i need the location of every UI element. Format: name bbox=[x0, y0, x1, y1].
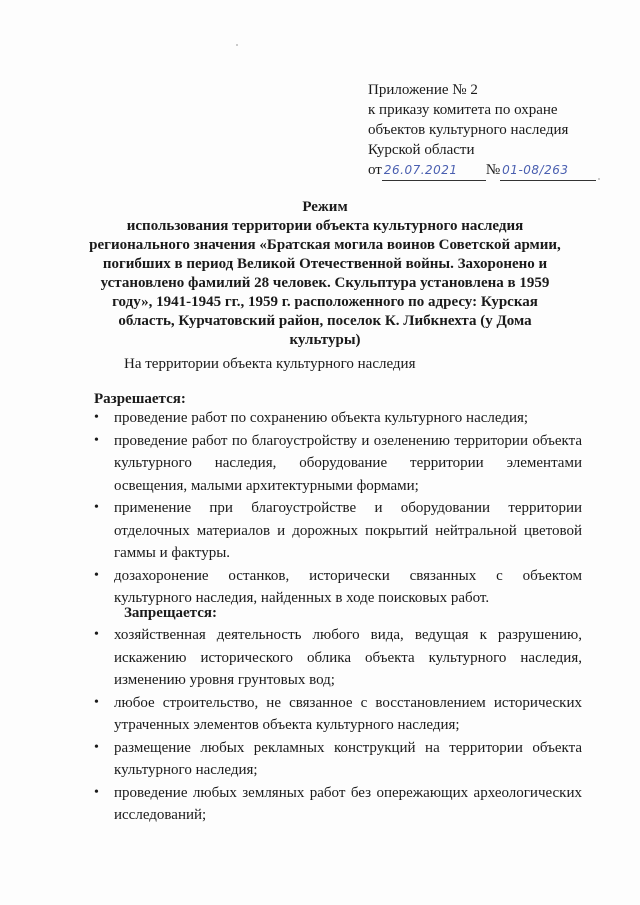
list-item-line: отделочных материалов и дорожных покрытий нейтральной цветовой bbox=[114, 522, 582, 539]
title-line: установлено фамилий 28 человек. Скульптура установлена в 1959 bbox=[100, 275, 550, 291]
bullet-icon: • bbox=[94, 784, 99, 800]
bullet-icon: • bbox=[94, 739, 99, 755]
list-item-line: освещения, малыми архитектурными формами; bbox=[114, 477, 419, 494]
list-item-line: проведение работ по сохранению объекта культурного наследия; bbox=[114, 410, 529, 426]
list-item-line: проведение любых земляных работ без опережающих археологических bbox=[114, 784, 582, 801]
intro-text: На территории объекта культурного наследия bbox=[124, 356, 416, 372]
list-item-line: дозахоронение останков, исторически связанных с объектом bbox=[114, 567, 582, 584]
title-line: погибших в период Великой Отечественной войны. Захоронено и bbox=[102, 256, 548, 272]
handwritten-order-number: 01-08/263 bbox=[500, 160, 596, 181]
list-item-line: искажению исторического облика объекта культурного наследия, bbox=[114, 649, 582, 666]
order-date-number bbox=[368, 160, 618, 181]
bullet-icon: • bbox=[94, 500, 99, 515]
list-item bbox=[92, 624, 582, 692]
list-item-line: применение при благоустройстве и оборудовании территории bbox=[114, 500, 582, 516]
list-item-line: хозяйственная деятельность любого вида, ведущая к разрушению, bbox=[114, 627, 582, 643]
allowed-heading: Разрешается: bbox=[94, 391, 186, 407]
list-item bbox=[92, 692, 582, 737]
bullet-icon: • bbox=[94, 432, 99, 448]
list-item-line: любое строительство, не связанное с восстановлением исторических bbox=[114, 694, 582, 711]
list-item-line: размещение любых рекламных конструкций на территории объекта bbox=[114, 739, 582, 756]
bullet-icon: • bbox=[94, 694, 99, 710]
list-item bbox=[92, 407, 582, 430]
title-line: культуры) bbox=[289, 332, 361, 348]
appendix-header bbox=[368, 80, 618, 181]
title-line: область, Курчатовский район, поселок К. Либкнехта (у Дома bbox=[118, 313, 532, 329]
title-line: регионального значения «Братская могила воинов Советской армии, bbox=[89, 237, 561, 253]
list-item-line: изменению уровня грунтовых вод; bbox=[114, 672, 335, 688]
bullet-icon: • bbox=[94, 567, 99, 583]
list-item bbox=[92, 497, 582, 565]
number-prefix: № bbox=[485, 162, 501, 178]
list-item-line: культурного наследия, оборудование территории элементами bbox=[114, 455, 582, 471]
forbidden-list bbox=[92, 624, 582, 827]
list-item bbox=[92, 782, 582, 827]
appendix-line: Приложение № 2 bbox=[368, 82, 478, 98]
appendix-line: Курской области bbox=[368, 142, 475, 158]
list-item bbox=[92, 565, 582, 610]
document-title bbox=[80, 198, 570, 350]
list-item bbox=[92, 737, 582, 782]
bullet-icon: • bbox=[94, 627, 99, 642]
list-item-line: утраченных элементов объекта культурного наследия; bbox=[114, 717, 460, 733]
list-item-line: исследований; bbox=[114, 807, 207, 823]
title-line: использования территории объекта культурного наследия bbox=[126, 218, 524, 234]
bullet-icon: • bbox=[94, 410, 99, 425]
forbidden-heading: Запрещается: bbox=[124, 605, 218, 621]
date-prefix: от bbox=[368, 162, 382, 178]
list-item bbox=[92, 430, 582, 498]
list-item-line: культурного наследия, найденных в ходе поисковых работ. bbox=[114, 590, 490, 606]
list-item-line: культурного наследия; bbox=[114, 762, 258, 778]
title-line: году», 1941-1945 гг., 1959 г. расположенного по адресу: Курская bbox=[112, 294, 538, 310]
handwritten-date: 26.07.2021 bbox=[382, 160, 486, 181]
scan-speck bbox=[236, 44, 238, 46]
appendix-line: к приказу комитета по охране bbox=[368, 102, 558, 118]
appendix-line: объектов культурного наследия bbox=[368, 122, 569, 138]
allowed-list bbox=[92, 407, 582, 610]
list-item-line: проведение работ по благоустройству и озеленению территории объекта bbox=[114, 432, 582, 449]
title-line: Режим bbox=[302, 199, 348, 215]
list-item-line: гаммы и фактуры. bbox=[114, 545, 231, 561]
